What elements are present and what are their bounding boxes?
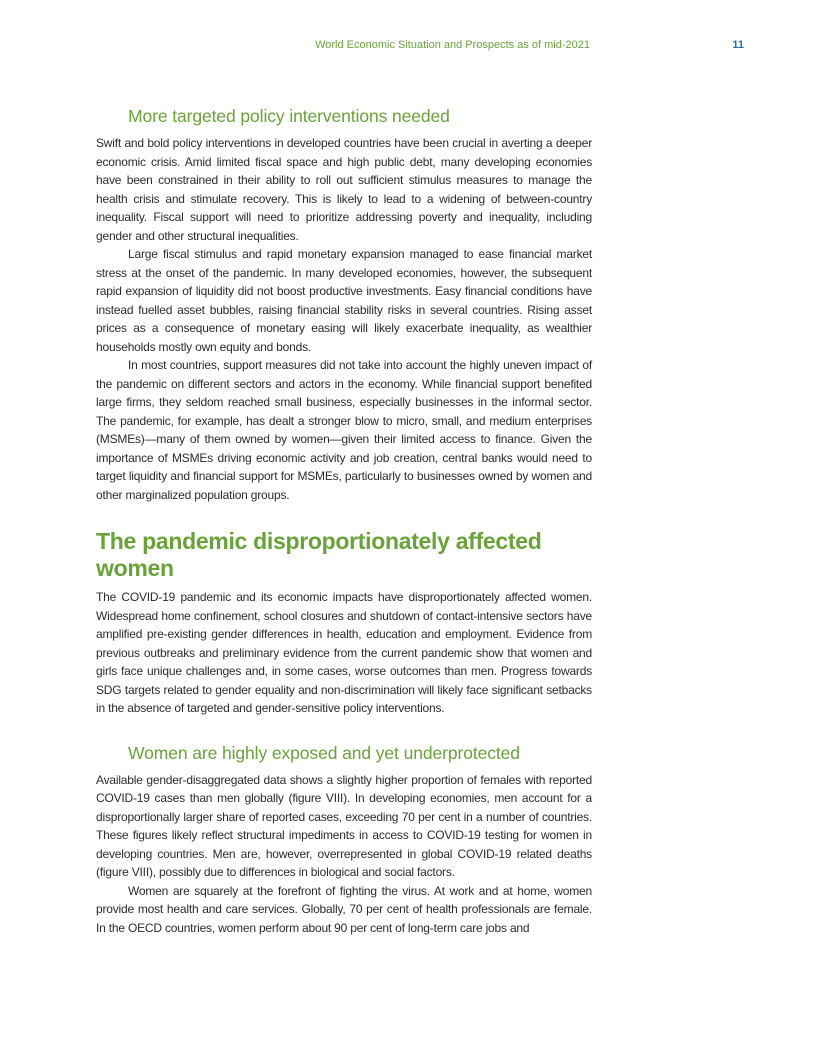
paragraph-policy-3: In most countries, support measures did not take into account the highly uneven impact of the pandemic on different sectors and actors in the economy. While financial support benefited large firms, they seldom reached small business, especially businesses in the informal sector. The pandemic, for example, has dealt a stronger blow to micro, small, and medium enterprises (MSMEs)—many of them owned by women—given their limited access to finance. Given the importance of MSMEs driving economic activity and job creation, central banks would need to target liquidity and financial support for MSMEs, particularly to businesses owned by women and other marginalized population groups. xyxy=(96,358,592,502)
paragraph-women-1: The COVID-19 pandemic and its economic impacts have disproportionately affected women. Widespread home confinement, school closures and shutdown of contact-intensive sectors have amplified pre-existing gender differences in health, education and employment. Evidence from previous outbreaks and preliminary evidence from the current pandemic show that women and girls face unique challenges and, in some cases, worse outcomes than men. Progress towards SDG targets related to gender equality and non-discrimination will likely face significant setbacks in the absence of targeted and gender-sensitive policy interventions. xyxy=(96,590,592,715)
running-header xyxy=(0,39,816,55)
paragraph-policy-1: Swift and bold policy interventions in developed countries have been crucial in averting a deeper economic crisis. Amid limited fiscal space and high public debt, many developing economies have been constrained in their ability to roll out sufficient stimulus measures to manage the health crisis and stimulate recovery. This is likely to lead to a widening of between-country inequality. Fiscal support will need to prioritize addressing poverty and inequality, including gender and other structural inequalities. xyxy=(96,136,592,243)
paragraph-policy-2: Large fiscal stimulus and rapid monetary expansion managed to ease financial market stress at the onset of the pandemic. In many developed economies, however, the subsequent rapid expansion of liquidity did not boost productive investments. Easy financial conditions have instead fuelled asset bubbles, raising financial stability risks in several countries. Rising asset prices as a consequence of monetary easing will likely exacerbate inequality, as wealthier households mostly own equity and bonds. xyxy=(96,247,592,354)
subheading-women-exposed: Women are highly exposed and yet underprotected xyxy=(128,742,520,763)
running-title: World Economic Situation and Prospects as of mid-2021 xyxy=(315,39,590,51)
page-number: 11 xyxy=(732,39,744,51)
paragraph-exposed-2: Women are squarely at the forefront of fighting the virus. At work and at home, women provide most health and care services. Globally, 70 per cent of health professionals are female. In the OECD countries, women perform about 90 per cent of long-term care jobs and xyxy=(96,883,592,935)
subheading-targeted-policy: More targeted policy interventions needed xyxy=(128,106,450,126)
section-heading-women: The pandemic disproportionately affected women xyxy=(96,528,542,581)
page-body xyxy=(96,106,592,937)
paragraph-exposed-1: Available gender-disaggregated data shows a slightly higher proportion of females with reported COVID-19 cases than men globally (figure VIII). In developing economies, men account for a disproportionally larger share of reported cases, exceeding 70 per cent in a number of countries. These figures likely reflect structural impediments in access to COVID-19 testing for women in developing countries. Men are, however, overrepresented in global COVID-19 related deaths (figure VIII), possibly due to differences in biological and social factors. xyxy=(96,772,592,879)
